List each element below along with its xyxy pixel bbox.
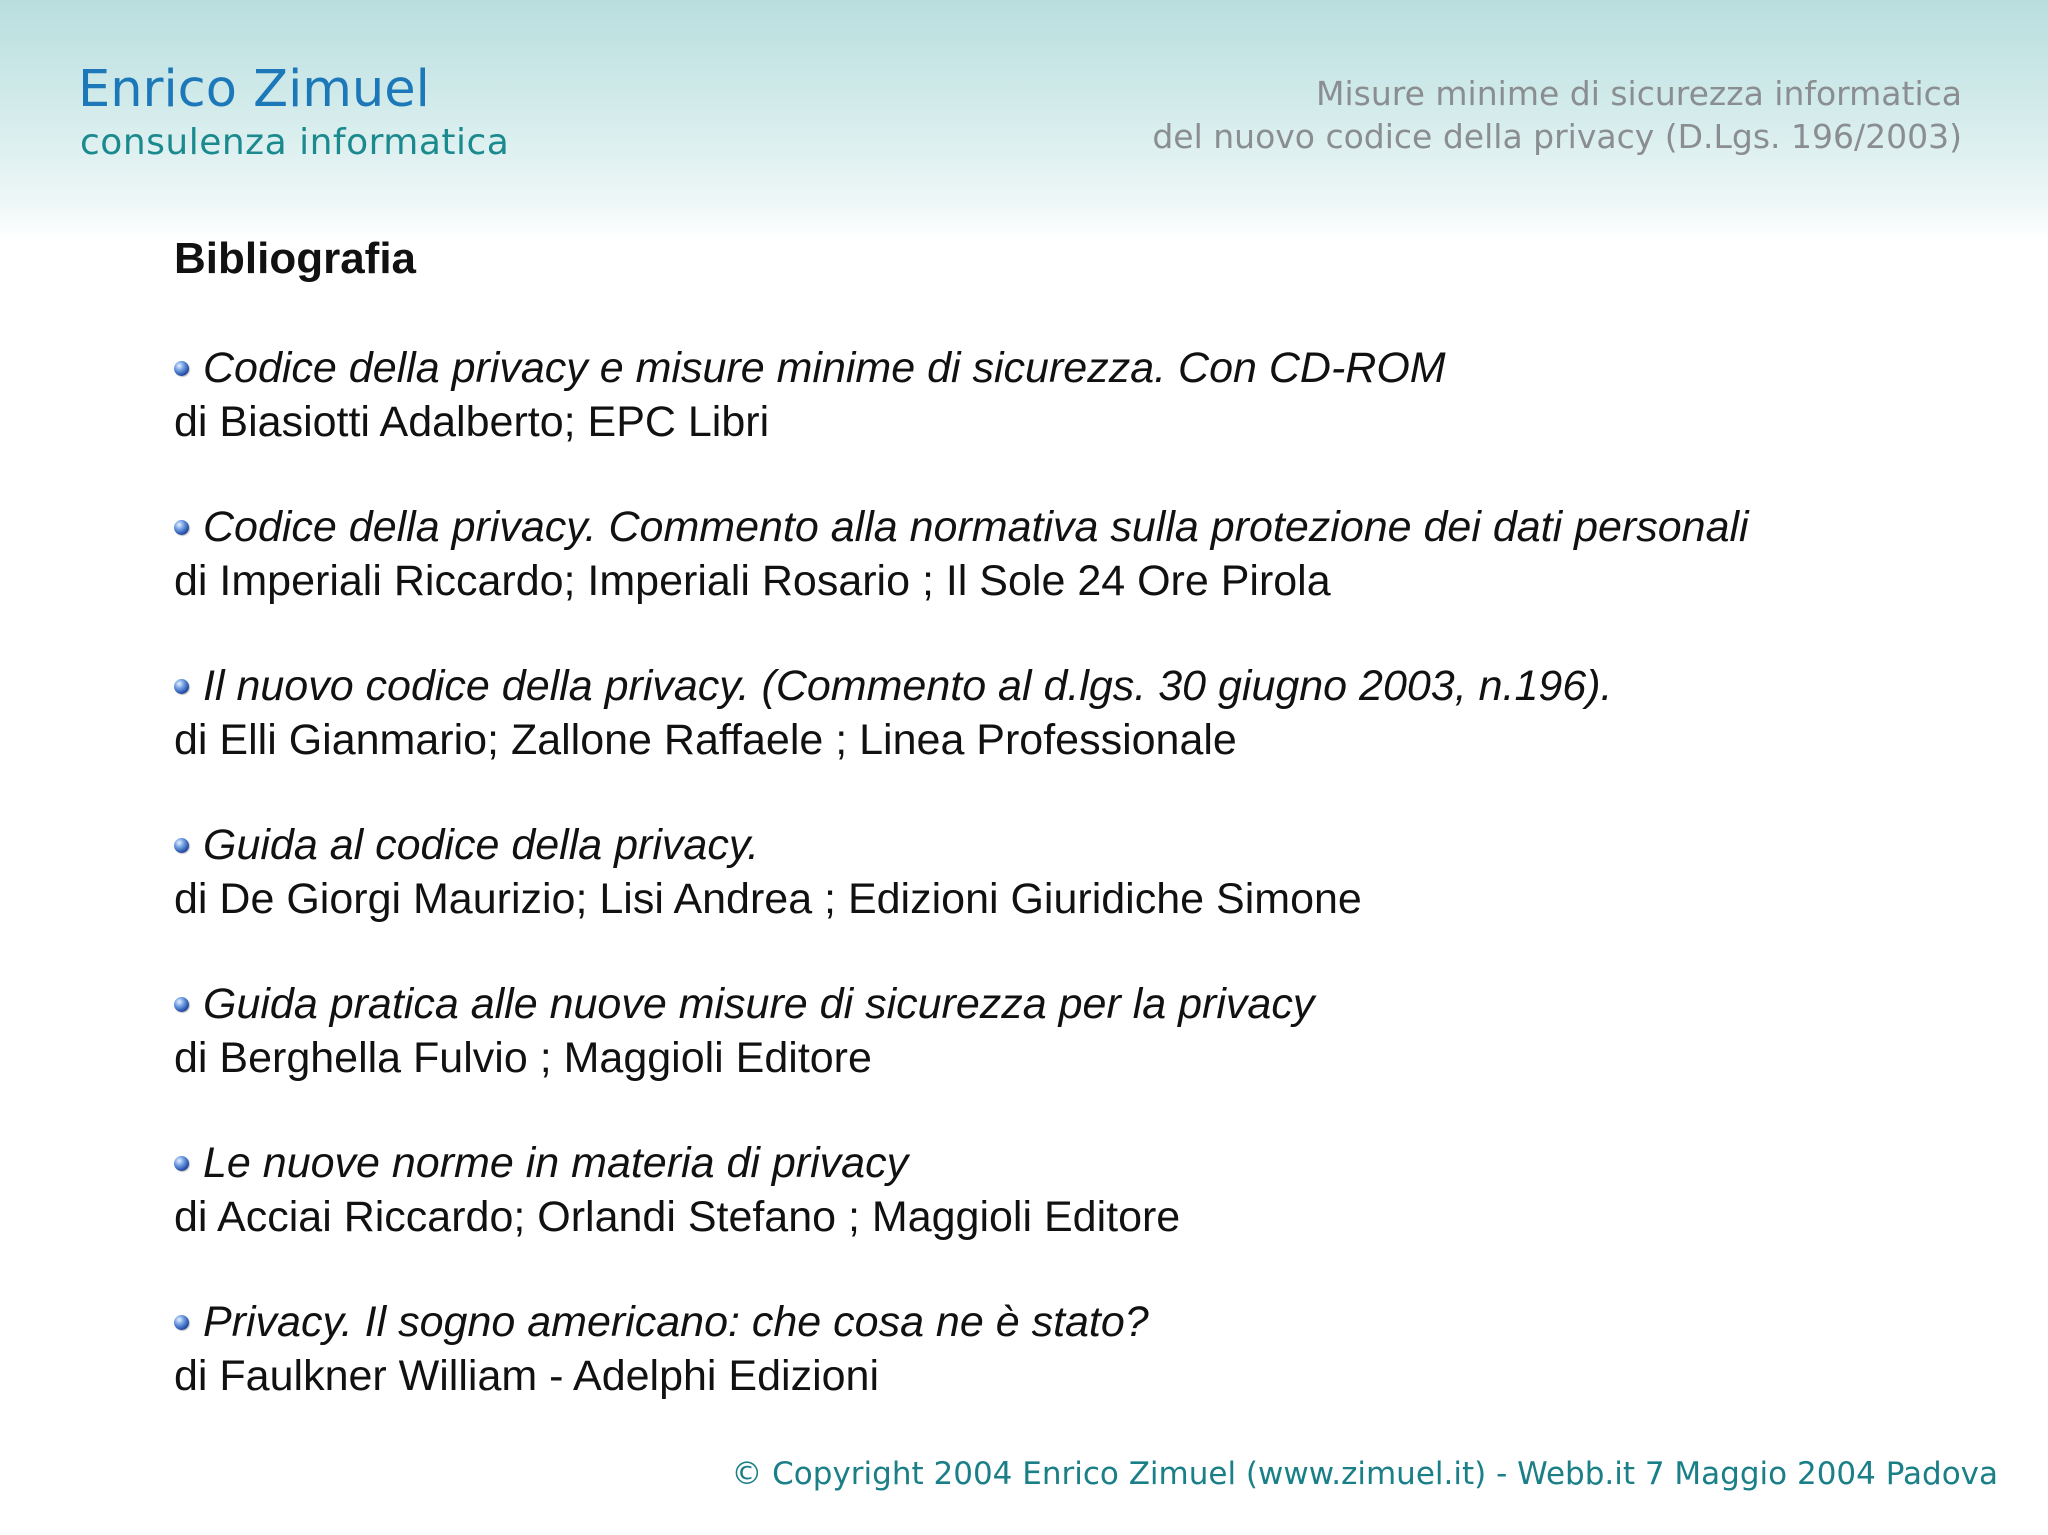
bullet-icon xyxy=(174,997,189,1012)
entry-author: di Acciai Riccardo; Orlandi Stefano ; Maggioli Editore xyxy=(174,1193,1181,1241)
entry-title: Privacy. Il sogno americano: che cosa ne è stato? xyxy=(203,1298,1149,1346)
bibliography-entry xyxy=(174,497,1749,656)
bullet-icon xyxy=(174,520,189,535)
brand-name: Enrico Zimuel xyxy=(78,60,430,119)
entry-author: di Biasiotti Adalberto; EPC Libri xyxy=(174,398,770,446)
bibliography-entry xyxy=(174,338,1749,497)
bibliography-list xyxy=(174,338,1749,1451)
entry-title: Il nuovo codice della privacy. (Commento al d.lgs. 30 giugno 2003, n.196). xyxy=(203,662,1613,710)
brand-tagline: consulenza informatica xyxy=(80,122,510,163)
entry-title: Le nuove norme in materia di privacy xyxy=(203,1139,909,1187)
document-subtitle xyxy=(1152,72,1962,158)
entry-author: di Berghella Fulvio ; Maggioli Editore xyxy=(174,1034,872,1082)
subtitle-line-1: Misure minime di sicurezza informatica xyxy=(1316,74,1962,113)
entry-author: di Imperiali Riccardo; Imperiali Rosario ; Il Sole 24 Ore Pirola xyxy=(174,557,1331,605)
entry-author: di Faulkner William - Adelphi Edizioni xyxy=(174,1352,880,1400)
bibliography-entry xyxy=(174,1133,1749,1292)
entry-title: Guida pratica alle nuove misure di sicurezza per la privacy xyxy=(203,980,1315,1028)
bullet-icon xyxy=(174,838,189,853)
bullet-icon xyxy=(174,679,189,694)
bibliography-entry xyxy=(174,656,1749,815)
page-title: Bibliografia xyxy=(174,234,417,283)
entry-title: Codice della privacy e misure minime di sicurezza. Con CD-ROM xyxy=(203,344,1446,392)
bullet-icon xyxy=(174,1156,189,1171)
entry-title: Codice della privacy. Commento alla normativa sulla protezione dei dati personali xyxy=(203,503,1749,551)
subtitle-line-2: del nuovo codice della privacy (D.Lgs. 196/2003) xyxy=(1152,117,1962,156)
bullet-icon xyxy=(174,361,189,376)
footer-copyright: © Copyright 2004 Enrico Zimuel (www.zimuel.it) - Webb.it 7 Maggio 2004 Padova xyxy=(731,1456,1998,1492)
bibliography-entry xyxy=(174,815,1749,974)
bibliography-entry xyxy=(174,1292,1749,1451)
bibliography-entry xyxy=(174,974,1749,1133)
entry-author: di De Giorgi Maurizio; Lisi Andrea ; Edizioni Giuridiche Simone xyxy=(174,875,1362,923)
bullet-icon xyxy=(174,1315,189,1330)
entry-author: di Elli Gianmario; Zallone Raffaele ; Linea Professionale xyxy=(174,716,1237,764)
entry-title: Guida al codice della privacy. xyxy=(203,821,760,869)
